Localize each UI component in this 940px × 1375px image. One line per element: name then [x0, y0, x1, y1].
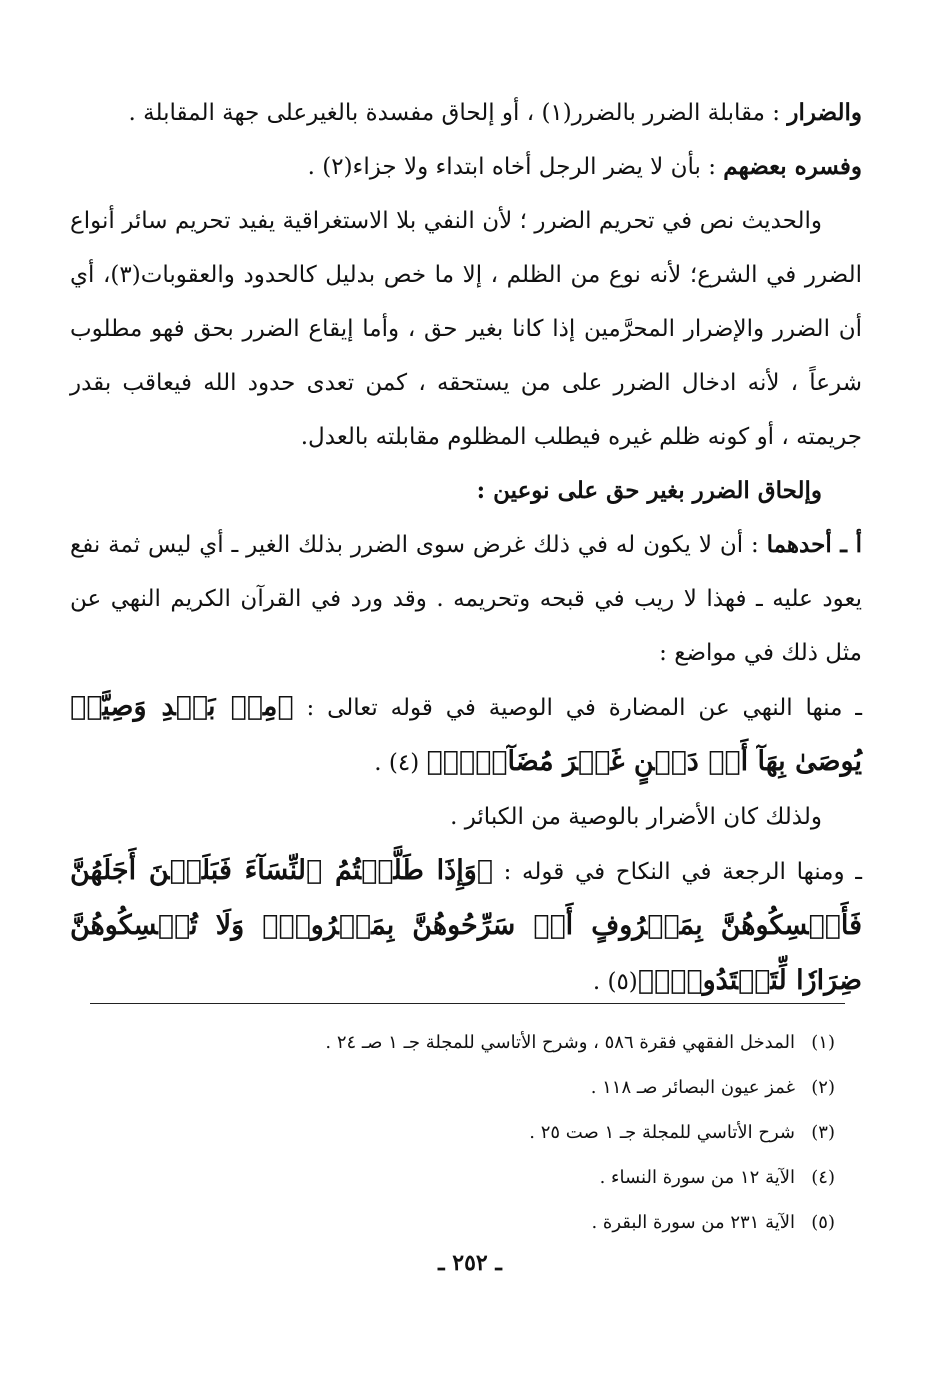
main-text: [70, 86, 862, 1009]
paragraph-explanation: [70, 140, 862, 194]
footnote-item: [90, 1020, 835, 1065]
paragraph-hadith: والحديث نص في تحريم الضرر ؛ لأن النفي بلا الاستغراقية يفيد تحريم سائر أنواع الضرر في الشرع؛ لأنه نوع من الظلم ، إلا ما خص بدليل كالحدود والعقوبات(٣)، أي أن الضرر والإضرار المحرَّمين إذا كانا بغير حق ، وأما إيقاع الضرر بحق فهو مطلوب شرعاً ، لأنه ادخال الضرر على من يستحقه ، كمن تعدى حدود الله فيعاقب بقدر جريمته ، أو كونه ظلم غيره فيطلب المظلوم مقابلته بالعدل.: [70, 208, 862, 450]
footnote-item: [90, 1200, 835, 1245]
footnote-text: شرح الأتاسي للمجلة جـ ١ صت ٢٥ .: [529, 1122, 795, 1143]
footnote-item: [90, 1065, 835, 1110]
footnote-number: (٥): [811, 1212, 835, 1233]
paragraph-will-example: [70, 680, 862, 790]
footnote-item: [90, 1155, 835, 1200]
paragraph-text: : بأن لا يضر الرجل أخاه ابتداء ولا جزاء(٢) .: [307, 154, 724, 180]
paragraph-text: : أن لا يكون له في ذلك غرض سوى الضرر بذلك الغير ـ أي ليس ثمة نفع يعود عليه ـ فهذا لا ريب في قبحه وتحريمه . وقد ورد في القرآن الكريم النهي عن مثل ذلك في مواضع :: [70, 532, 862, 666]
footnotes: [90, 1020, 835, 1245]
paragraph-marriage-example: [70, 844, 862, 1009]
footnote-divider: [90, 1003, 845, 1004]
paragraph-text: ـ ومنها الرجعة في النكاح في قوله :: [492, 859, 863, 885]
footnote-ref: (٤) .: [374, 750, 427, 776]
footnote-item: [90, 1110, 835, 1155]
footnote-text: المدخل الفقهي فقرة ٥٨٦ ، وشرح الأتاسي للمجلة جـ ١ صـ ٢٤ .: [325, 1032, 795, 1053]
footnote-number: (٢): [811, 1077, 835, 1098]
paragraph-darar-definition: [70, 86, 862, 140]
footnote-number: (٤): [811, 1167, 835, 1188]
paragraph-text: : مقابلة الضرر بالضرر(١) ، أو إلحاق مفسدة بالغيرعلى جهة المقابلة .: [128, 100, 788, 126]
paragraph-text: ـ منها النهي عن المضارة في الوصية في قوله تعالى :: [293, 695, 862, 721]
page-number: ـ ٢٥٢ ـ: [438, 1250, 502, 1276]
footnote-text: الآية ٢٣١ من سورة البقرة .: [591, 1212, 795, 1233]
term-label: أ ـ أحدهما: [766, 531, 862, 558]
term-label: وفسره بعضهم: [723, 153, 862, 180]
footnote-text: الآية ١٢ من سورة النساء .: [599, 1167, 795, 1188]
paragraph-kabair: ولذلك كان الأضرار بالوصية من الكبائر .: [450, 804, 822, 830]
quran-verse: ﴿مِنۢ بَعۡدِ وَصِيَّةٖ يُوصَىٰ بِهَآ أَوۡ دَيۡنٍ غَيۡرَ مُضَآرّٖۚ﴾: [70, 691, 862, 777]
footnote-number: (١): [811, 1032, 835, 1053]
paragraph-type-one: [70, 518, 862, 680]
term-label: والضرار: [787, 99, 862, 126]
footnote-number: (٣): [811, 1122, 835, 1143]
footnote-text: غمز عيون البصائر صـ ١١٨ .: [590, 1077, 795, 1098]
quran-verse: ﴿وَإِذَا طَلَّقۡتُمُ ٱلنِّسَآءَ فَبَلَغۡنَ أَجَلَهُنَّ فَأَمۡسِكُوهُنَّ بِمَعۡرُوفٍ أَوۡ سَرِّحُوهُنَّ بِمَعۡرُوفٖۚ وَلَا تُمۡسِكُوهُنَّ ضِرَارٗا لِّتَعۡتَدُواْۚ﴾: [70, 855, 862, 996]
footnote-ref: (٥) .: [592, 969, 638, 995]
section-heading: وإلحاق الضرر بغير حق على نوعين :: [476, 477, 822, 504]
